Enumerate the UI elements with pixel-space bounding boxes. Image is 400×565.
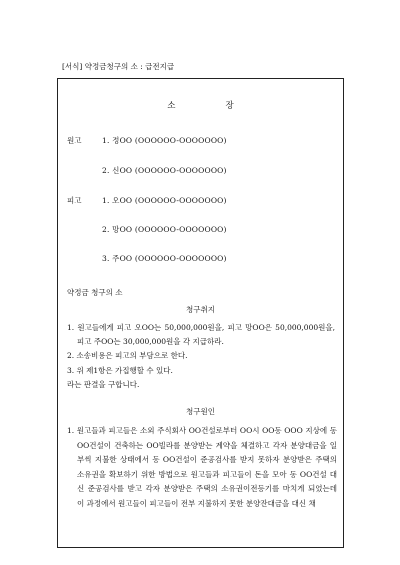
plaintiff-label: 원고	[67, 136, 82, 145]
complaint-document	[57, 78, 344, 548]
form-caption: [서식] 약정금청구의 소 : 급전지급	[62, 62, 175, 71]
document-title: 소장	[167, 101, 284, 111]
cause-heading: 청구원인	[186, 407, 215, 416]
plaintiff-1: 1. 정OO (OOOOOO-OOOOOOO)	[102, 136, 227, 145]
cause-paragraph-1: 1. 원고들과 피고들은 소외 주식회사 OO건설로부터 OO시 OO동 OOO 지상에 동 OO건설이 건축하는 OO빌라를 분양받는 계약을 체결하고 각자 분양대금을 일부씩 지불한 상태에서 동 OO건설이 준공검사를 받지 못하자 분양받은 주택의 소유권을 확보하기 위한 방법으로 원고들과 피고들이 돈을 모아 동 OO건설 대신 준공검사를 받고 각자 분양받은 주택의 소유권이전등기를 마치게 되었는데 이 과정에서 원고들이 피고들이 전부 지불하지 못한 분양잔대금을 대신 채	[67, 426, 337, 508]
defendant-2: 2. 망OO (OOOOOO-OOOOOOO)	[102, 225, 227, 234]
plaintiff-2: 2. 신OO (OOOOOO-OOOOOOO)	[102, 166, 227, 175]
claims-closing: 라는 판결을 구합니다.	[67, 379, 140, 389]
cause-section	[67, 424, 337, 512]
claims-heading: 청구취지	[186, 305, 215, 314]
defendant-1: 1. 오OO (OOOOOO-OOOOOOO)	[102, 196, 227, 205]
claims-list	[67, 321, 335, 392]
defendant-3: 3. 주OO (OOOOOO-OOOOOOO)	[102, 254, 227, 263]
case-name: 약정금 청구의 소	[67, 288, 123, 297]
defendant-label: 피고	[67, 196, 82, 205]
claim-item-1: 1. 원고들에게 피고 오OO는 50,000,000원을, 피고 망OO은 50,000,000원을, 피고 주OO는 30,000,000원을 각 지급하라.	[67, 323, 335, 347]
claim-item-2: 2. 소송비용은 피고의 부담으로 한다.	[67, 351, 188, 361]
claim-item-3: 3. 위 제1항은 가집행할 수 있다.	[67, 365, 173, 375]
